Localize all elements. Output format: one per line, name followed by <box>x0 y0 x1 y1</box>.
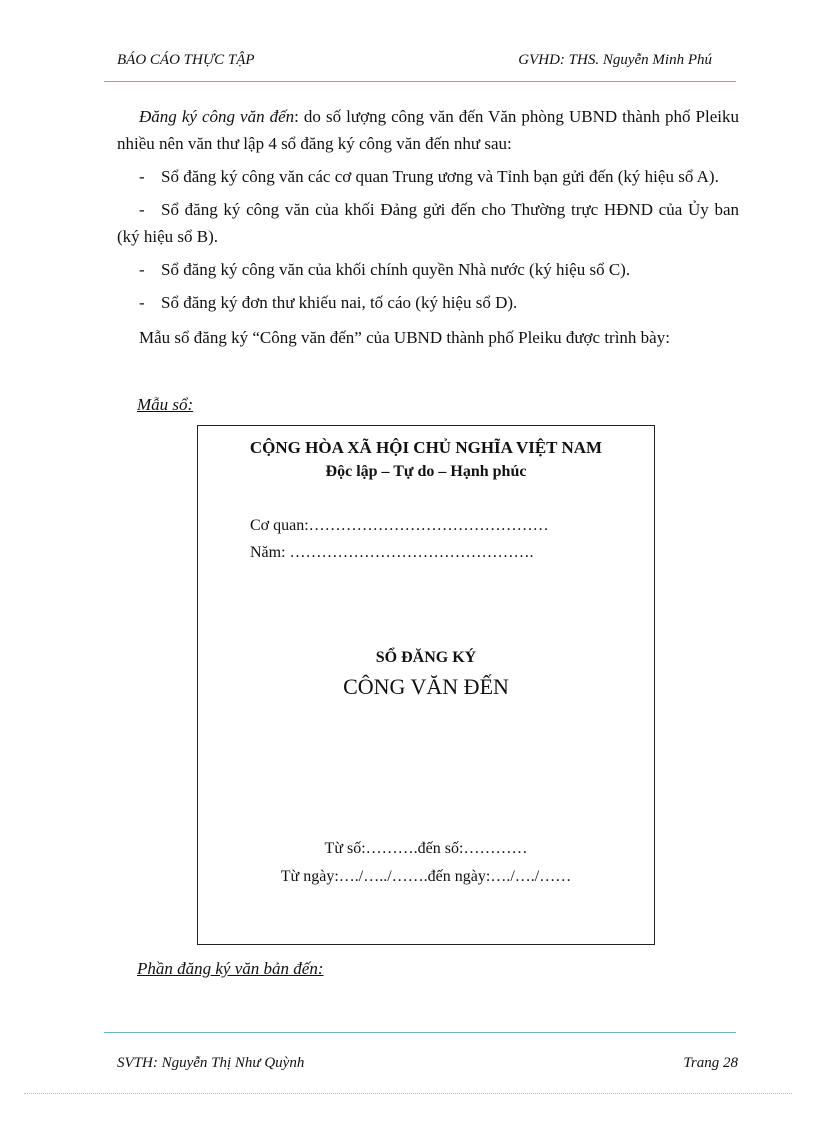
bullet-text: Sổ đăng ký công văn của khối chính quyền Nhà nước (ký hiệu sổ C). <box>161 260 631 279</box>
book-label: SỔ ĐĂNG KÝ <box>375 649 477 666</box>
intro-text: : do số lượng công văn đến Văn phòng UBND thành phố Pleiku nhiều nên văn thư lập 4 sổ đăng ký công văn đến như sau: <box>117 107 739 153</box>
sample-label: Mẫu sổ: <box>137 395 194 414</box>
section-label: Phần đăng ký văn bản đến: <box>137 959 324 978</box>
bullet-dash: - <box>139 293 145 312</box>
header-right: GVHD: THS. Nguyễn Minh Phú <box>518 52 712 68</box>
list-item <box>117 256 739 283</box>
bullet-text: Sổ đăng ký công văn các cơ quan Trung ương và Tỉnh bạn gửi đến (ký hiệu sổ A). <box>161 167 719 186</box>
header-rule <box>104 81 736 82</box>
motto: Độc lập – Tự do – Hạnh phúc <box>325 463 527 480</box>
bullet-text: Sổ đăng ký đơn thư khiếu nai, tố cáo (ký hiệu sổ D). <box>161 293 518 312</box>
bullet-dash: - <box>139 200 145 219</box>
footer-rule <box>104 1032 736 1033</box>
header-left: BÁO CÁO THỰC TẬP <box>117 52 255 68</box>
page-number: Trang 28 <box>683 1055 738 1071</box>
number-range: Từ số:……….đến số:………… <box>324 840 528 857</box>
footer-left: SVTH: Nguyễn Thị Như Quỳnh <box>117 1055 305 1071</box>
agency-line: Cơ quan:……………………………………… <box>250 517 549 534</box>
year-line: Năm: ………………………………………. <box>250 544 534 561</box>
intro-paragraph <box>117 103 739 157</box>
date-range: Từ ngày:…./…../…….đến ngày:…./…./…… <box>280 868 572 885</box>
template-intro: Mẫu sổ đăng ký “Công văn đến” của UBND thành phố Pleiku được trình bày: <box>139 328 670 347</box>
bullet-text: Sổ đăng ký công văn của khối Đảng gửi đến cho Thường trực HĐND của Ủy ban (ký hiệu sổ B). <box>117 200 739 246</box>
page-bottom-divider <box>24 1093 792 1094</box>
list-item <box>117 196 739 250</box>
list-item <box>117 163 739 190</box>
list-item <box>117 289 739 316</box>
body-text <box>117 103 739 351</box>
nation-title: CỘNG HÒA XÃ HỘI CHỦ NGHĨA VIỆT NAM <box>249 438 603 457</box>
intro-lead: Đăng ký công văn đến <box>139 107 295 126</box>
register-cover-form <box>197 425 655 945</box>
book-title: CÔNG VĂN ĐẾN <box>343 674 509 699</box>
bullet-dash: - <box>139 260 145 279</box>
bullet-dash: - <box>139 167 145 186</box>
